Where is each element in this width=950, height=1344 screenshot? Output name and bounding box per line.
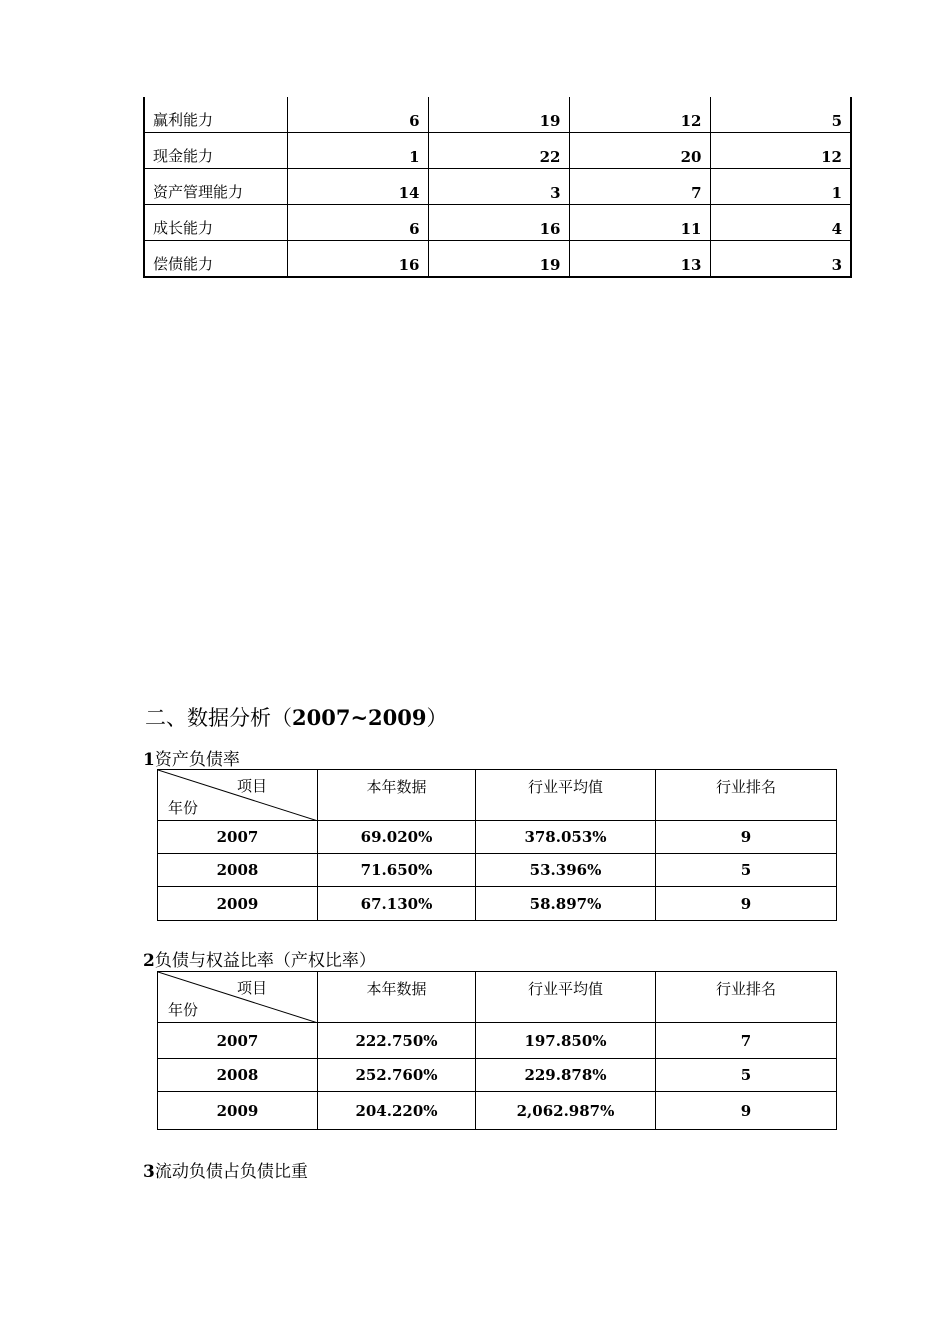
section-title-years: 2007~2009 [292,705,427,730]
cell-average: 53.396% [476,854,656,887]
table-row [158,1092,837,1130]
table1-title-text: 资产负债率 [154,750,240,770]
ranking-label: 资产管理能力 [144,169,287,205]
cell-rank: 5 [656,1059,837,1092]
cell-rank: 7 [656,1023,837,1059]
cell-year: 2009 [158,887,318,921]
cell-rank: 9 [656,1092,837,1130]
table2-title [143,946,376,971]
debt-equity-ratio-table [157,971,837,1130]
ranking-value: 20 [569,133,710,169]
ranking-value: 3 [428,169,569,205]
ranking-value: 22 [428,133,569,169]
ranking-row [144,241,851,278]
cell-average: 58.897% [476,887,656,921]
cell-value: 204.220% [318,1092,476,1130]
cell-rank: 5 [656,854,837,887]
ranking-row [144,97,851,133]
cell-average: 197.850% [476,1023,656,1059]
table3-number: 3 [143,1162,155,1182]
ranking-value: 14 [287,169,428,205]
ranking-value: 7 [569,169,710,205]
table2-number: 2 [143,951,155,971]
ranking-label: 偿债能力 [144,241,287,278]
ranking-value: 16 [428,205,569,241]
header-industry-rank: 行业排名 [656,972,837,1023]
header-item-label: 项目 [236,777,267,795]
cell-rank: 9 [656,821,837,854]
ranking-value: 19 [428,241,569,278]
cell-year: 2007 [158,1023,318,1059]
ranking-value: 1 [710,169,851,205]
cell-value: 67.130% [318,887,476,921]
header-current-data: 本年数据 [318,770,476,821]
ranking-row [144,133,851,169]
table-header-row [158,972,837,1023]
cell-average: 378.053% [476,821,656,854]
header-industry-average: 行业平均值 [476,972,656,1023]
header-year-label: 年份 [168,1001,199,1019]
cell-year: 2008 [158,854,318,887]
section-title-prefix: 二、数据分析（ [145,706,292,730]
ranking-value: 3 [710,241,851,278]
cell-year: 2009 [158,1092,318,1130]
ranking-label: 成长能力 [144,205,287,241]
ranking-value: 1 [287,133,428,169]
debt-ratio-table [157,769,837,921]
ranking-value: 5 [710,97,851,133]
table-row [158,854,837,887]
header-item-label: 项目 [236,979,267,997]
ranking-value: 19 [428,97,569,133]
table-row [158,1059,837,1092]
cell-year: 2008 [158,1059,318,1092]
ranking-row [144,169,851,205]
ranking-value: 12 [569,97,710,133]
ranking-value: 12 [710,133,851,169]
cell-average: 2,062.987% [476,1092,656,1130]
diagonal-header-cell [158,972,318,1023]
ranking-label: 现金能力 [144,133,287,169]
ranking-value: 6 [287,97,428,133]
header-industry-rank: 行业排名 [656,770,837,821]
cell-value: 69.020% [318,821,476,854]
cell-value: 222.750% [318,1023,476,1059]
header-year-label: 年份 [168,799,199,817]
cell-value: 71.650% [318,854,476,887]
cell-average: 229.878% [476,1059,656,1092]
section-title-suffix: ） [426,706,448,730]
header-current-data: 本年数据 [318,972,476,1023]
ranking-value: 13 [569,241,710,278]
ranking-value: 6 [287,205,428,241]
cell-value: 252.760% [318,1059,476,1092]
table1-title [143,745,240,770]
ranking-table [143,97,852,278]
cell-year: 2007 [158,821,318,854]
diagonal-header-cell [158,770,318,821]
ranking-value: 4 [710,205,851,241]
ranking-row [144,205,851,241]
table-row [158,887,837,921]
ranking-value: 16 [287,241,428,278]
table-row [158,1023,837,1059]
table3-title-text: 流动负债占负债比重 [154,1162,308,1182]
table2-title-text: 负债与权益比率（产权比率） [154,951,376,971]
table1-number: 1 [143,750,155,770]
section-title [145,702,448,732]
ranking-label: 赢利能力 [144,97,287,133]
cell-rank: 9 [656,887,837,921]
table-header-row [158,770,837,821]
table3-title [143,1157,308,1182]
ranking-value: 11 [569,205,710,241]
table-row [158,821,837,854]
header-industry-average: 行业平均值 [476,770,656,821]
